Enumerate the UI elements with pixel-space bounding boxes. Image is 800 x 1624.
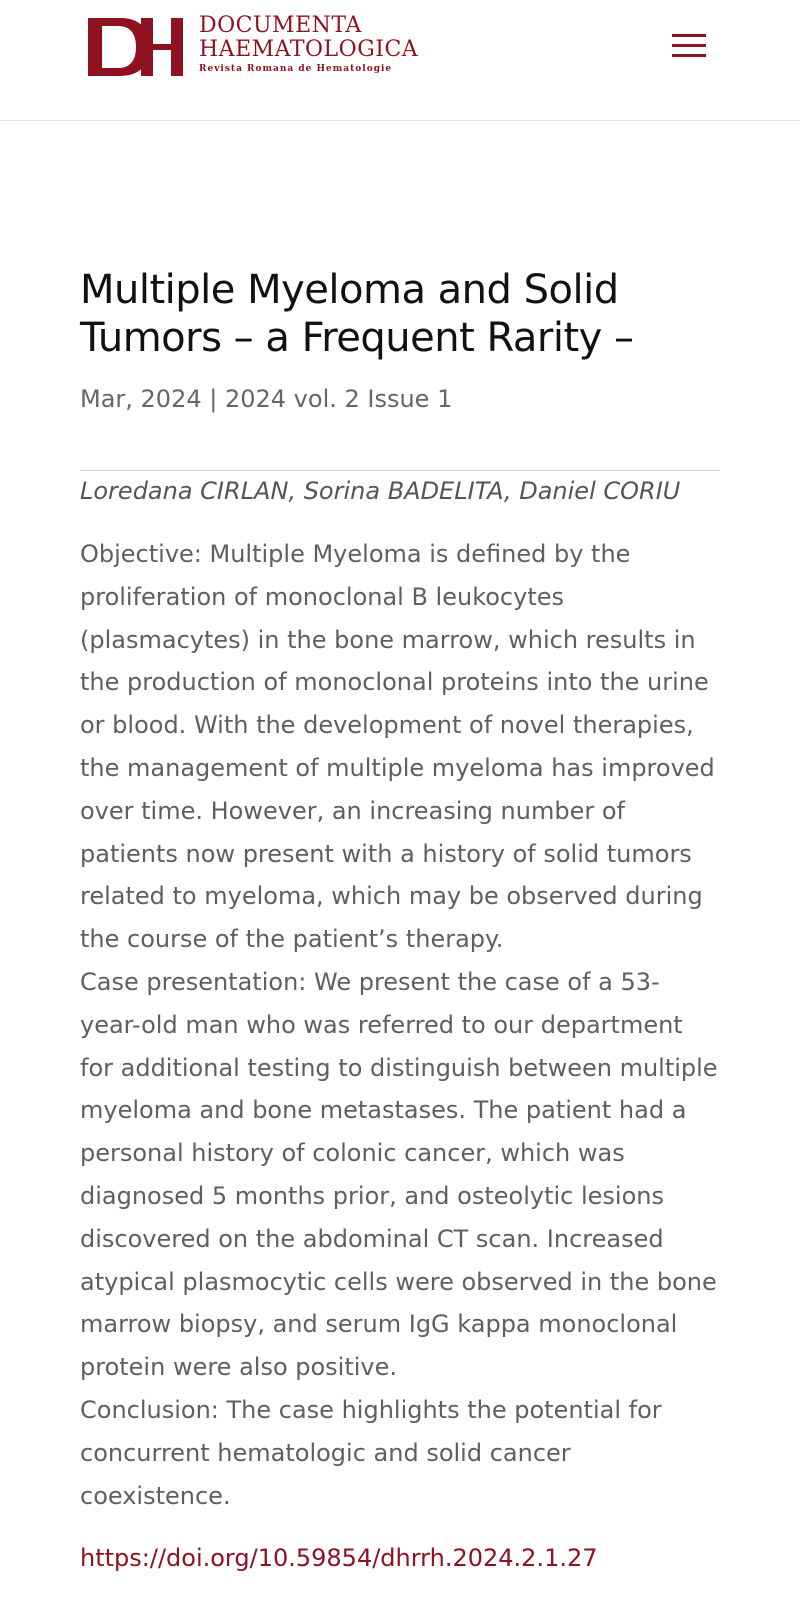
meta-separator: | — [201, 385, 225, 413]
article-authors: Loredana CIRLAN, Sorina BADELITA, Daniel CORIU — [80, 477, 681, 505]
abstract-case-presentation: Case presentation: We present the case of a 53-year-old man who was referred to our department for additional testing to distinguish between multiple myeloma and bone metastases. The patient had a personal history of colonic cancer, which was diagnosed 5 months prior, and osteolytic lesions discovered on the abdominal CT scan. Increased atypical plasmocytic cells were observed in the bone marrow biopsy, and serum IgG kappa monoclonal protein were also positive. — [80, 967, 718, 1382]
menu-bar-bottom — [672, 54, 706, 57]
site-header — [0, 0, 800, 121]
menu-bar-top — [672, 34, 706, 37]
divider — [80, 470, 720, 471]
article-title: Multiple Myeloma and Solid Tumors – a Frequent Rarity – — [80, 267, 634, 361]
doi-link[interactable]: https://doi.org/10.59854/dhrrh.2024.2.1.27 — [80, 1544, 598, 1573]
logo-line-documenta: DOCUMENTA — [199, 13, 362, 38]
logo-wordmark — [199, 14, 429, 74]
issue-link[interactable]: 2024 vol. 2 Issue 1 — [224, 385, 453, 413]
logo-subtitle: Revista Romana de Hematologie — [199, 64, 393, 74]
abstract-conclusion: Conclusion: The case highlights the potential for concurrent hematologic and solid cancer coexistence. — [80, 1395, 662, 1510]
menu-bar-middle — [672, 44, 706, 47]
logo-line-haematologica: HAEMATOLOGICA — [199, 37, 419, 62]
article-abstract — [80, 533, 720, 1517]
dh-monogram-icon — [86, 14, 186, 80]
abstract-objective: Objective: Multiple Myeloma is defined by the proliferation of monoclonal B leukocytes (plasmacytes) in the bone marrow, which results in the production of monoclonal proteins into the urine or blood. With the development of novel therapies, the management of multiple myeloma has improved over time. However, an increasing number of patients now present with a history of solid tumors related to myeloma, which may be observed during the course of the patient’s therapy. — [80, 540, 715, 954]
article — [80, 266, 720, 1575]
article-meta — [80, 384, 720, 414]
hamburger-menu-icon[interactable] — [670, 32, 708, 60]
publication-date: Mar, 2024 — [80, 385, 202, 413]
